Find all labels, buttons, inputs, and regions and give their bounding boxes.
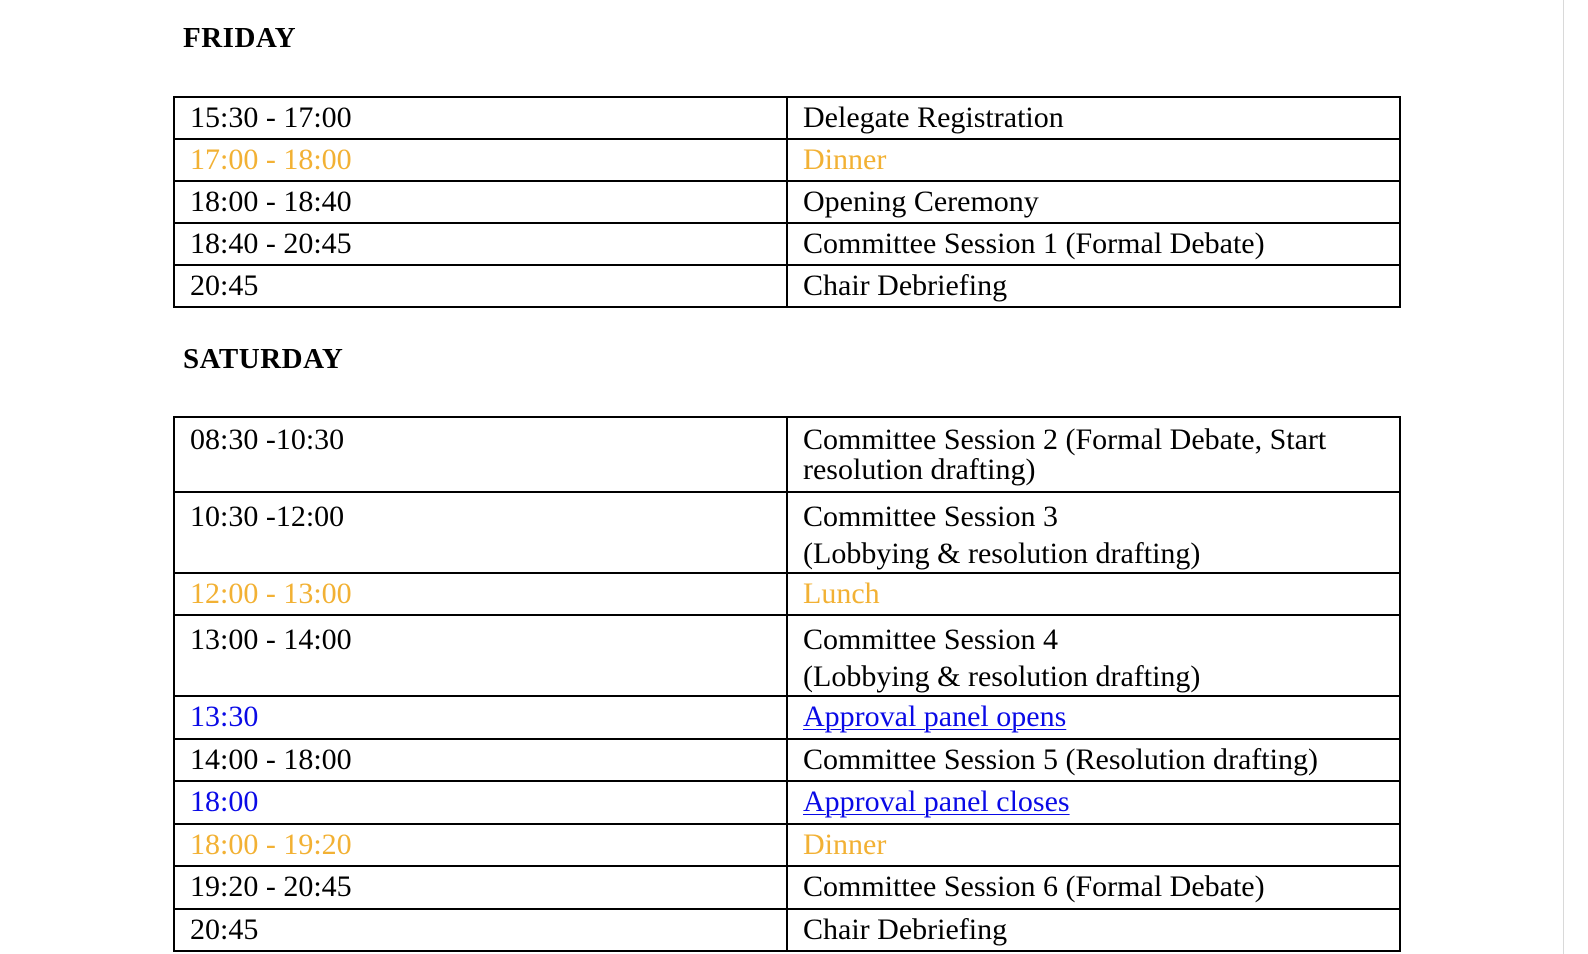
time-cell: 18:00 - 19:20 xyxy=(174,824,787,866)
table-row xyxy=(174,866,1400,909)
time-cell: 18:00 - 18:40 xyxy=(174,181,787,223)
event-line-detail: (Lobbying & resolution drafting) xyxy=(803,660,1201,693)
time-cell: 18:40 - 20:45 xyxy=(174,223,787,265)
table-row xyxy=(174,139,1400,181)
saturday-schedule-table xyxy=(173,416,1401,952)
time-cell: 20:45 xyxy=(174,265,787,307)
time-cell: 15:30 - 17:00 xyxy=(174,97,787,139)
table-row xyxy=(174,223,1400,265)
event-cell xyxy=(787,696,1400,739)
time-cell: 20:45 xyxy=(174,909,787,951)
table-row xyxy=(174,265,1400,307)
table-row xyxy=(174,909,1400,951)
event-line-detail: (Lobbying & resolution drafting) xyxy=(803,537,1201,570)
friday-heading: FRIDAY xyxy=(183,22,297,54)
event-cell: Lunch xyxy=(787,573,1400,615)
table-row xyxy=(174,739,1400,781)
table-row xyxy=(174,181,1400,223)
time-cell: 08:30 -10:30 xyxy=(174,417,787,492)
event-cell: Committee Session 5 (Resolution drafting) xyxy=(787,739,1400,781)
time-cell: 13:00 - 14:00 xyxy=(174,615,787,696)
table-row xyxy=(174,696,1400,739)
event-cell: Committee Session 1 (Formal Debate) xyxy=(787,223,1400,265)
time-cell: 13:30 xyxy=(174,696,787,739)
table-row xyxy=(174,97,1400,139)
table-row xyxy=(174,492,1400,573)
event-text: Approval panel opens xyxy=(803,700,1067,733)
event-cell: Opening Ceremony xyxy=(787,181,1400,223)
event-cell: Chair Debriefing xyxy=(787,265,1400,307)
event-line: Committee Session 4 xyxy=(803,623,1058,656)
friday-schedule-table xyxy=(173,96,1401,308)
saturday-heading: SATURDAY xyxy=(183,343,344,375)
event-cell xyxy=(787,492,1400,573)
table-row xyxy=(174,781,1400,824)
table-row xyxy=(174,615,1400,696)
table-row xyxy=(174,573,1400,615)
event-cell: Chair Debriefing xyxy=(787,909,1400,951)
event-cell: Delegate Registration xyxy=(787,97,1400,139)
event-cell: Committee Session 2 (Formal Debate, Start resolution drafting) xyxy=(787,417,1400,492)
table-row xyxy=(174,824,1400,866)
event-cell xyxy=(787,781,1400,824)
event-cell: Dinner xyxy=(787,139,1400,181)
event-cell xyxy=(787,615,1400,696)
event-cell: Committee Session 6 (Formal Debate) xyxy=(787,866,1400,909)
page-right-edge xyxy=(1563,0,1564,954)
time-cell: 17:00 - 18:00 xyxy=(174,139,787,181)
table-row xyxy=(174,417,1400,492)
time-cell: 19:20 - 20:45 xyxy=(174,866,787,909)
event-line: Committee Session 3 xyxy=(803,500,1058,533)
time-cell: 12:00 - 13:00 xyxy=(174,573,787,615)
time-cell: 10:30 -12:00 xyxy=(174,492,787,573)
time-cell: 18:00 xyxy=(174,781,787,824)
event-cell: Dinner xyxy=(787,824,1400,866)
time-cell: 14:00 - 18:00 xyxy=(174,739,787,781)
event-text: Approval panel closes xyxy=(803,785,1070,818)
